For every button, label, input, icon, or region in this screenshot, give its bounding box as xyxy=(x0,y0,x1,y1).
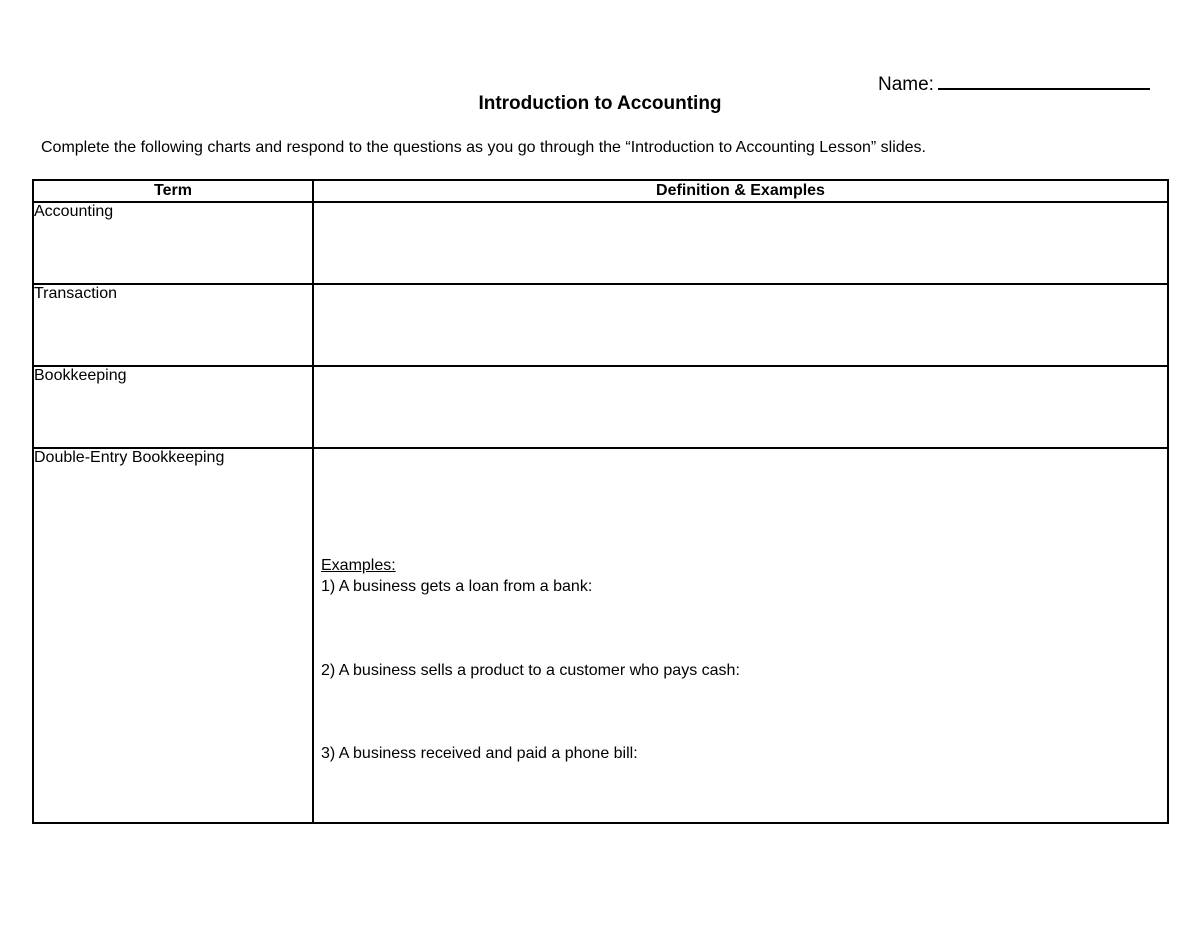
term-cell: Transaction xyxy=(33,284,313,366)
page-title: Introduction to Accounting xyxy=(478,93,722,114)
term-cell: Double-Entry Bookkeeping xyxy=(33,448,313,823)
examples-heading: Examples: xyxy=(321,557,396,574)
column-header-definition: Definition & Examples xyxy=(313,180,1168,202)
table-row xyxy=(33,366,1168,448)
terms-table xyxy=(32,179,1169,824)
definition-cell[interactable] xyxy=(313,448,1168,823)
table-row xyxy=(33,202,1168,284)
examples-block xyxy=(321,555,740,764)
name-blank-line[interactable] xyxy=(938,70,1150,90)
term-cell: Accounting xyxy=(33,202,313,284)
definition-cell[interactable] xyxy=(313,366,1168,448)
example-item: 2) A business sells a product to a customer who pays cash: xyxy=(321,662,740,679)
name-label: Name: xyxy=(878,74,934,95)
definition-cell[interactable] xyxy=(313,202,1168,284)
definition-cell[interactable] xyxy=(313,284,1168,366)
column-header-term: Term xyxy=(33,180,313,202)
table-header-row xyxy=(33,180,1168,202)
term-cell: Bookkeeping xyxy=(33,366,313,448)
instructions-text: Complete the following charts and respond to the questions as you go through the “Introduction to Accounting Lesson” slides. xyxy=(41,139,926,156)
example-item: 3) A business received and paid a phone bill: xyxy=(321,745,638,762)
table-row xyxy=(33,448,1168,823)
example-item: 1) A business gets a loan from a bank: xyxy=(321,578,593,595)
table-row xyxy=(33,284,1168,366)
